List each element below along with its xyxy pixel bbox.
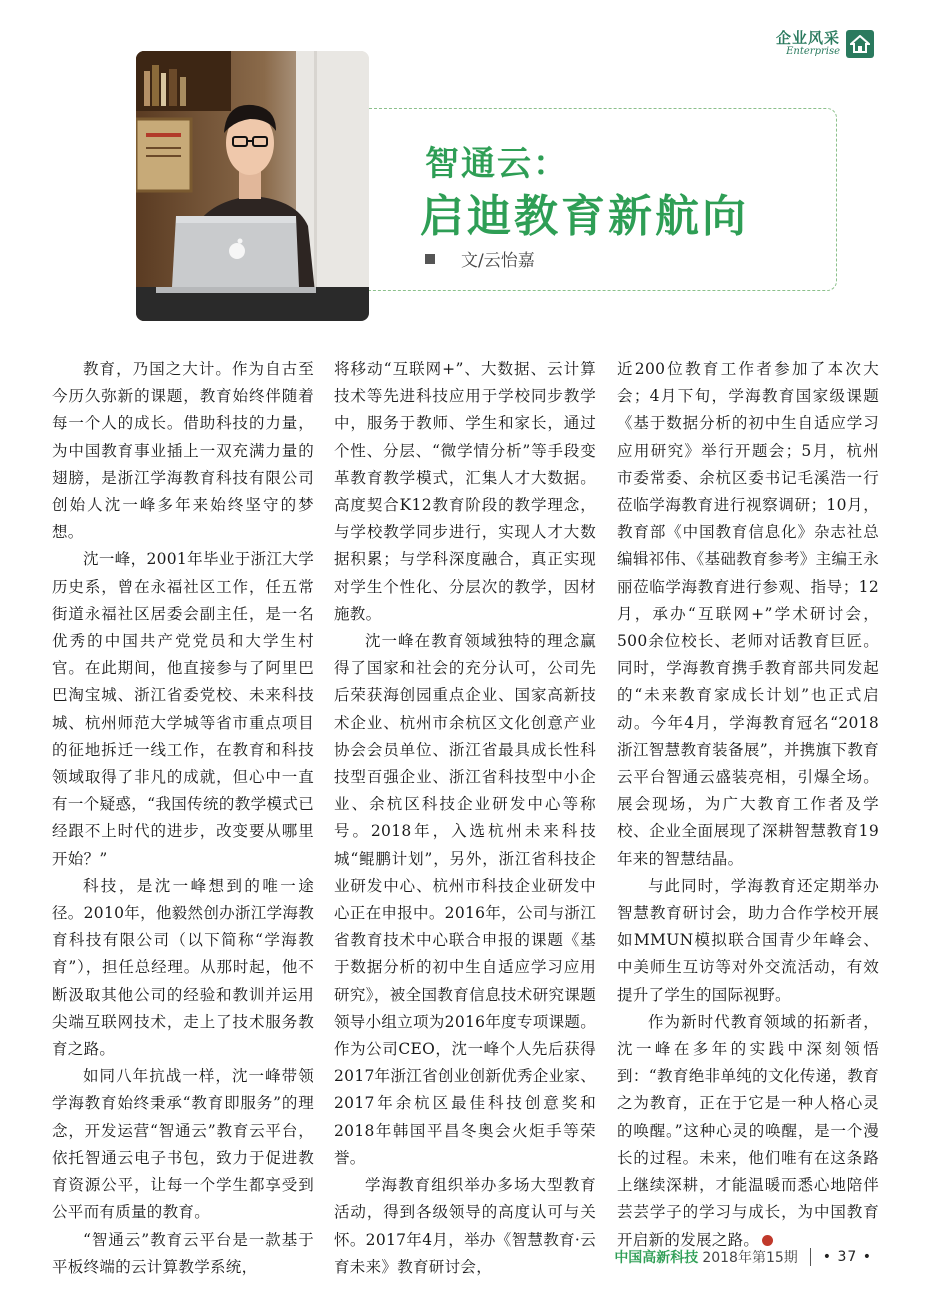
section-name: 企业风采 xyxy=(775,29,840,47)
issue-number: 2018年第15期 xyxy=(702,1250,798,1266)
paragraph-text: 作为新时代教育领域的拓新者，沈一峰在多年的实践中深刻领悟到：“教育绝非单纯的文化传递，教育之为教育，正在于它是一种人格心灵的唤醒。”这种心灵的唤醒，是一个漫长的过程。未来，他们唯有在这条路上继续深耕，才能温暖而悉心地陪伴芸芸学子的学习与成长，为中国教育开启新的发展之路。 xyxy=(617,1012,879,1249)
article-column-1 xyxy=(52,356,314,1281)
portrait-photo xyxy=(136,51,369,321)
paragraph: 如同八年抗战一样，沈一峰带领学海教育始终秉承“教育即服务”的理念，开发运营“智通云”教育云平台，依托智通云电子书包，致力于促进教育资源公平，让每一个学生都享受到公平而有质量的教育。 xyxy=(52,1067,314,1222)
section-brand xyxy=(776,30,874,58)
page-number: • 37 • xyxy=(822,1249,872,1265)
paragraph: “智通云”教育云平台是一款基于平板终端的云计算教学系统， xyxy=(52,1230,314,1276)
article-column-2 xyxy=(334,356,596,1281)
byline xyxy=(425,246,535,271)
magazine-name: 中国高新科技 xyxy=(614,1250,699,1266)
end-mark-icon xyxy=(762,1235,773,1246)
article-title-line2: 启迪教育新航向 xyxy=(420,191,749,242)
paragraph: 与此同时，学海教育还定期举办智慧教育研讨会，助力合作学校开展如MMUN模拟联合国青少年峰会、中美师生互访等对外交流活动，有效提升了学生的国际视野。 xyxy=(617,876,879,1004)
paragraph xyxy=(617,1009,879,1254)
paragraph: 教育，乃国之大计。作为自古至今历久弥新的课题，教育始终伴随着每一个人的成长。借助科技的力量，为中国教育事业插上一双充满力量的翅膀，是浙江学海教育科技有限公司创始人沈一峰多年来始终坚守的梦想。 xyxy=(52,360,314,542)
divider xyxy=(810,1248,811,1266)
article-column-3 xyxy=(617,356,879,1254)
house-icon xyxy=(846,30,874,58)
paragraph: 沈一峰，2001年毕业于浙江大学历史系，曾在永福社区工作，任五常街道永福社区居委会副主任，是一名优秀的中国共产党党员和大学生村官。在此期间，他直接参与了阿里巴巴淘宝城、浙江省委党校、未来科技城、杭州师范大学城等省市重点项目的征地拆迁一线工作，在教育和科技领域取得了非凡的成就，但心中一直有一个疑惑，“我国传统的教学模式已经跟不上时代的进步，改变要从哪里开始？” xyxy=(52,550,314,868)
paragraph: 学海教育组织举办多场大型教育活动，得到各级领导的高度认可与关怀。2017年4月，举办《智慧教育·云育未来》教育研讨会， xyxy=(334,1176,596,1276)
square-bullet-icon xyxy=(425,254,435,264)
paragraph: 将移动“互联网+”、大数据、云计算技术等先进科技应用于学校同步教学中，服务于教师、学生和家长，通过个性、分层、“微学情分析”等手段变革教育教学模式，汇集人才大数据。高度契合K12教育阶段的教学理念，与学校教学同步进行，实现人才大数据积累；与学科深度融合，真正实现对学生个性化、分层次的教学，因材施教。 xyxy=(334,360,596,623)
article-title-line1: 智通云： xyxy=(425,144,569,184)
paragraph: 沈一峰在教育领域独特的理念赢得了国家和社会的充分认可，公司先后荣获海创园重点企业、国家高新技术企业、杭州市余杭区文化创意产业协会会员单位、浙江省最具成长性科技型百强企业、浙江省科技型中小企业、余杭区科技企业研发中心等称号。2018年，入选杭州未来科技城“鲲鹏计划”，另外，浙江省科技企业研发中心、杭州市科技企业研发中心正在申报中。2016年，公司与浙江省教育技术中心联合申报的课题《基于数据分析的初中生自适应学习应用研究》，被全国教育信息技术研究课题领导小组立项为2016年度专项课题。作为公司CEO，沈一峰个人先后获得2017年浙江省创业创新优秀企业家、2017年余杭区最佳科技创意奖和2018年韩国平昌冬奥会火炬手等荣誉。 xyxy=(334,632,596,1167)
section-name-en: Enterprise xyxy=(786,46,840,57)
paragraph: 近200位教育工作者参加了本次大会；4月下旬，学海教育国家级课题《基于数据分析的初中生自适应学习应用研究》举行开题会；5月，杭州市委常委、余杭区委书记毛溪浩一行莅临学海教育进行视察调研；10月，教育部《中国教育信息化》杂志社总编辑祁伟、《基础教育参考》主编王永丽莅临学海教育进行参观、指导；12月，承办“互联网+”学术研讨会，500余位校长、老师对话教育巨匠。同时，学海教育携手教育部共同发起的“未来教育家成长计划”也正式启动。今年4月，学海教育冠名“2018浙江智慧教育装备展”，并携旗下教育云平台智通云盛装亮相，引爆全场。展会现场，为广大教育工作者及学校、企业全面展现了深耕智慧教育19年来的智慧结晶。 xyxy=(617,360,879,868)
page-footer xyxy=(614,1247,872,1267)
paragraph: 科技，是沈一峰想到的唯一途径。2010年，他毅然创办浙江学海教育科技有限公司（以下简称“学海教育”），担任总经理。从那时起，他不断汲取其他公司的经验和教训并运用尖端互联网技术，走上了技术服务教育之路。 xyxy=(52,876,314,1059)
byline-author: 文/云怡嘉 xyxy=(461,251,535,271)
